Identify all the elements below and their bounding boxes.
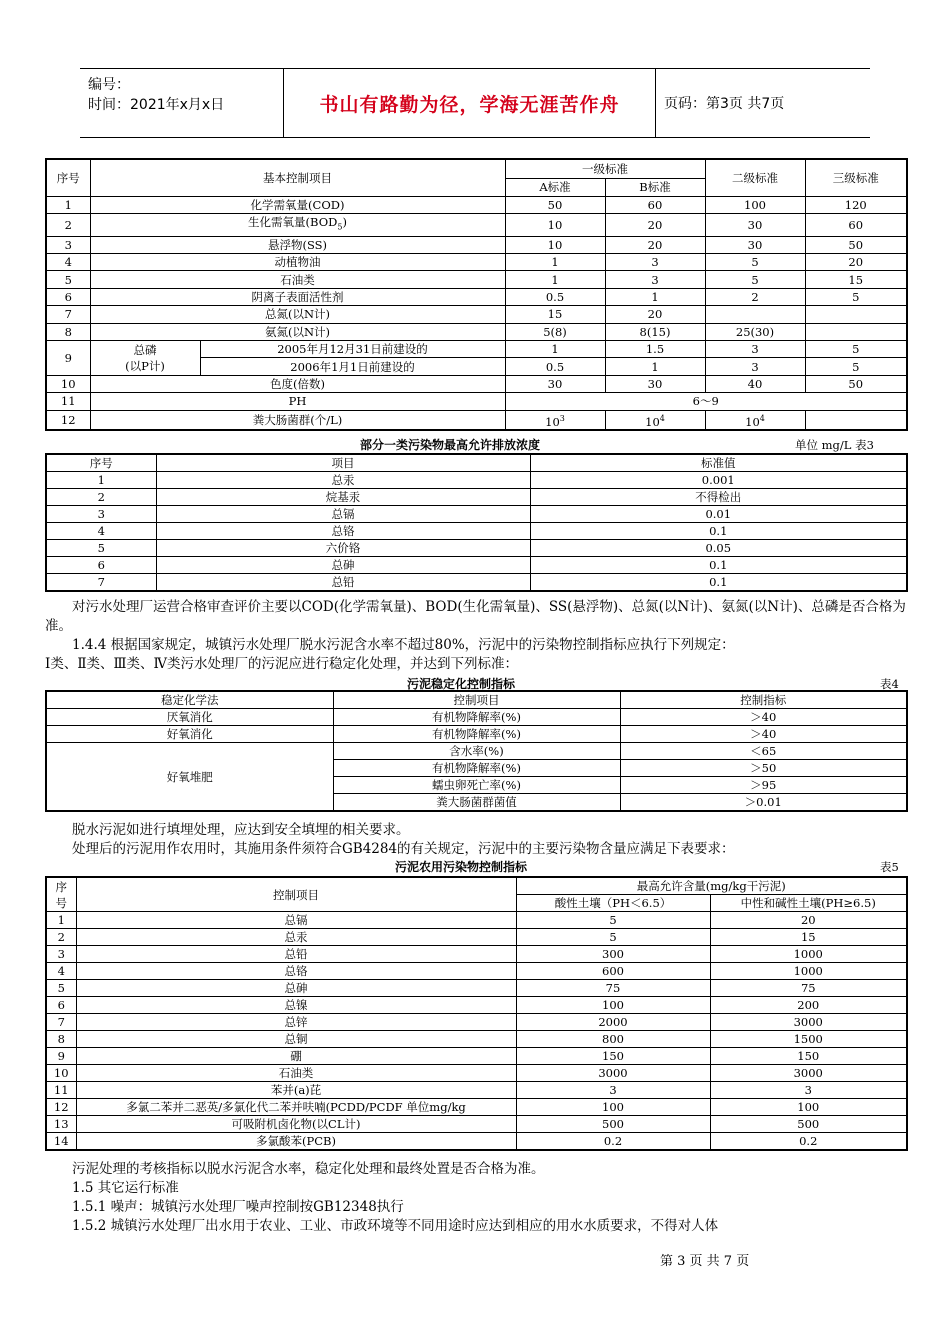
cell: 可吸附机卤化物(以CL计) [76, 1116, 516, 1133]
cell: 粪大肠菌群菌值 [333, 794, 620, 812]
table-row [46, 341, 907, 358]
cell: ＞0.01 [620, 794, 907, 812]
table-row [46, 1116, 907, 1133]
cell: 5(8) [505, 323, 605, 340]
cell: 总镉 [156, 506, 530, 523]
cell: 5 [46, 271, 90, 288]
cell: 0.2 [710, 1133, 907, 1151]
cell: 1 [505, 341, 605, 358]
cell: 3 [46, 946, 76, 963]
cell: 总铅 [76, 946, 516, 963]
col-standard-value: 标准值 [530, 454, 907, 472]
table-row [46, 271, 907, 288]
cell-text: 10 [645, 414, 660, 429]
cell: 20 [605, 214, 705, 236]
cell: 2 [705, 288, 805, 305]
cell: 5 [516, 929, 710, 946]
cell-text: 生化需氧量(BOD [248, 215, 338, 230]
cell: 总铜 [76, 1031, 516, 1048]
cell: 1000 [710, 946, 907, 963]
table-row [46, 410, 907, 430]
table-row [46, 709, 907, 726]
cell: 10 [46, 1065, 76, 1082]
paragraph: 1.5.2 城镇污水处理厂出水用于农业、工业、市政环境等不同用途时应达到相应的用水水质要求，不得对人体 [45, 1218, 719, 1234]
table-row [46, 375, 907, 392]
cell: 3 [516, 1082, 710, 1099]
paragraph: 1.4.4 根据国家规定，城镇污水处理厂脱水污泥含水率不超过80%，污泥中的污染物控制指标应执行下列规定： [45, 637, 735, 653]
cell: 10 [46, 375, 90, 392]
cell: 含水率(%) [333, 743, 620, 760]
cell: 1500 [710, 1031, 907, 1048]
sludge-stabilization-table [45, 690, 908, 812]
col-level1: 一级标准 [505, 159, 705, 178]
cell: 3 [705, 341, 805, 358]
cell-text: (以P计) [125, 358, 165, 373]
cell: 3000 [516, 1065, 710, 1082]
cell: 2 [46, 489, 156, 506]
cell-text: 10 [545, 414, 560, 429]
cell: 15 [710, 929, 907, 946]
paragraph: 污泥处理的考核指标以脱水污泥含水率，稳定化处理和最终处置是否合格为准。 [45, 1161, 545, 1177]
cell: 7 [46, 574, 156, 592]
cell: 1 [46, 472, 156, 489]
cell: 硼 [76, 1048, 516, 1065]
cell: 3 [605, 254, 705, 271]
cell: 5 [805, 288, 907, 305]
cell: 4 [46, 523, 156, 540]
cell [805, 306, 907, 323]
cell: 50 [505, 197, 605, 214]
table5-title: 污泥农用污染物控制指标 [395, 860, 528, 874]
header-page-label: 页码：第3页 共7页 [664, 96, 785, 112]
cell: 8 [46, 1031, 76, 1048]
cell: 总镍 [76, 997, 516, 1014]
cell: 60 [605, 197, 705, 214]
doc-number-label: 编号： [88, 77, 130, 93]
cell: 0.1 [530, 574, 907, 592]
subscript: 5 [337, 222, 343, 232]
paragraph: 1.5 其它运行标准 [45, 1180, 179, 1196]
cell: 12 [46, 1099, 76, 1116]
cell: 14 [46, 1133, 76, 1151]
cell: 苯并(a)芘 [76, 1082, 516, 1099]
sludge-agricultural-table [45, 876, 908, 1151]
col-seq: 序号 [46, 454, 156, 472]
cell: 12 [46, 410, 90, 430]
cell: 总汞 [156, 472, 530, 489]
cell: 60 [805, 214, 907, 236]
cell: 总砷 [76, 980, 516, 997]
table-row [46, 323, 907, 340]
table-row [46, 523, 907, 540]
cell-text: 10 [745, 414, 760, 429]
cell: 烷基汞 [156, 489, 530, 506]
col-control-item: 控制项目 [76, 877, 516, 912]
cell: 1 [605, 288, 705, 305]
table-row [46, 912, 907, 929]
cell: 六价铬 [156, 540, 530, 557]
cell-text: 总磷 [133, 342, 157, 357]
cell: 11 [46, 1082, 76, 1099]
cell: 2005年月12月31日前建设的 [200, 341, 505, 358]
page-header [80, 68, 870, 138]
cell: 30 [705, 236, 805, 253]
cell: 120 [805, 197, 907, 214]
col-seq [46, 877, 76, 912]
cell: 15 [805, 271, 907, 288]
cell: 有机物降解率(%) [333, 760, 620, 777]
cell: 1.5 [605, 341, 705, 358]
table-row [46, 1031, 907, 1048]
cell [705, 410, 805, 430]
cell [90, 214, 505, 236]
table-row [46, 1133, 907, 1151]
superscript: 4 [759, 413, 765, 423]
cell: 100 [516, 997, 710, 1014]
cell: 30 [505, 375, 605, 392]
cell: 10 [505, 236, 605, 253]
col-level3: 三级标准 [805, 159, 907, 197]
paragraph: 处理后的污泥用作农用时，其施用条件须符合GB4284的有关规定，污泥中的主要污染物含量应满足下表要求： [45, 841, 735, 857]
table-row [46, 197, 907, 214]
cell: 500 [710, 1116, 907, 1133]
cell [805, 410, 907, 430]
cell: PH [90, 393, 505, 410]
cell: 好氧消化 [46, 726, 333, 743]
cell: 有机物降解率(%) [333, 709, 620, 726]
cell: 150 [710, 1048, 907, 1065]
cell: 30 [605, 375, 705, 392]
cell: 2 [46, 929, 76, 946]
cell: 有机物降解率(%) [333, 726, 620, 743]
cell: 5 [705, 254, 805, 271]
table3-unit: 单位 mg/L 表3 [795, 438, 874, 452]
cell: ＞50 [620, 760, 907, 777]
cell: 20 [805, 254, 907, 271]
cell: 总锌 [76, 1014, 516, 1031]
table-row [46, 489, 907, 506]
col-item: 项目 [156, 454, 530, 472]
cell: 3 [46, 236, 90, 253]
col-method: 稳定化学法 [46, 691, 333, 709]
cell: 2 [46, 214, 90, 236]
col-control-value: 控制指标 [620, 691, 907, 709]
cell: 氨氮(以N计) [90, 323, 505, 340]
cell: 石油类 [76, 1065, 516, 1082]
table-row [46, 1065, 907, 1082]
cell: ＜65 [620, 743, 907, 760]
paragraph: 1.5.1 噪声：城镇污水处理厂噪声控制按GB12348执行 [45, 1199, 404, 1215]
cell [805, 323, 907, 340]
cell: 悬浮物(SS) [90, 236, 505, 253]
cell: 300 [516, 946, 710, 963]
cell: 0.5 [505, 358, 605, 375]
cell: ＞95 [620, 777, 907, 794]
cell: 厌氧消化 [46, 709, 333, 726]
cell: 11 [46, 393, 90, 410]
table-row [46, 946, 907, 963]
table-row [46, 980, 907, 997]
cell: 5 [516, 912, 710, 929]
cell: 20 [605, 236, 705, 253]
cell: 动植物油 [90, 254, 505, 271]
cell: 150 [516, 1048, 710, 1065]
cell: 总镉 [76, 912, 516, 929]
cell-text: 序 [55, 879, 67, 894]
col-a-standard: A标准 [505, 178, 605, 196]
col-alkaline-soil: 中性和碱性土壤(PH≥6.5) [710, 895, 907, 912]
table-row [46, 1099, 907, 1116]
table-row [46, 963, 907, 980]
cell: 9 [46, 341, 90, 376]
cell: 总砷 [156, 557, 530, 574]
col-control-item: 基本控制项目 [90, 159, 505, 197]
cell: 5 [705, 271, 805, 288]
header-meta [80, 69, 283, 137]
cell: 6～9 [505, 393, 907, 410]
cell: 100 [516, 1099, 710, 1116]
cell: 8(15) [605, 323, 705, 340]
page-footer: 第 3 页 共 7 页 [660, 1254, 750, 1269]
cell: 1000 [710, 963, 907, 980]
cell: 5 [46, 980, 76, 997]
cell: ＞40 [620, 709, 907, 726]
cell: 75 [516, 980, 710, 997]
cell: 20 [710, 912, 907, 929]
class1-pollutant-table [45, 453, 908, 592]
cell: 3000 [710, 1014, 907, 1031]
cell: 6 [46, 997, 76, 1014]
cell: 蠕虫卵死亡率(%) [333, 777, 620, 794]
table5-tag: 表5 [880, 860, 899, 874]
cell: 0.1 [530, 557, 907, 574]
cell: 1 [505, 271, 605, 288]
cell [605, 410, 705, 430]
cell: 好氧堆肥 [46, 743, 333, 812]
cell: 总铬 [76, 963, 516, 980]
cell: 总铅 [156, 574, 530, 592]
cell: 100 [705, 197, 805, 214]
cell: 7 [46, 1014, 76, 1031]
cell: 5 [46, 540, 156, 557]
table-row [46, 557, 907, 574]
table-row [46, 288, 907, 305]
table-row [46, 1048, 907, 1065]
cell [90, 341, 200, 376]
cell: 0.01 [530, 506, 907, 523]
paragraph: 对污水处理厂运营合格审查评价主要以COD(化学需氧量)、BOD(生化需氧量)、SS(悬浮物)、总氮(以N计)、氨氮(以N计)、总磷是否合格为准。 [45, 599, 906, 634]
cell: 4 [46, 963, 76, 980]
cell: 4 [46, 254, 90, 271]
cell: 15 [505, 306, 605, 323]
cell: 2006年1月1日前建设的 [200, 358, 505, 375]
cell: 20 [605, 306, 705, 323]
cell: 0.2 [516, 1133, 710, 1151]
cell: 3 [710, 1082, 907, 1099]
superscript: 3 [559, 413, 565, 423]
cell: 1 [505, 254, 605, 271]
table-row [46, 929, 907, 946]
cell: ＞40 [620, 726, 907, 743]
table4-title: 污泥稳定化控制指标 [407, 677, 516, 691]
table-row [46, 1082, 907, 1099]
cell: 40 [705, 375, 805, 392]
cell: 3 [705, 358, 805, 375]
cell: 多氯酸苯(PCB) [76, 1133, 516, 1151]
cell: 多氯二苯并二恶英/多氯化代二苯并呋喃(PCDD/PCDF 单位mg/kg [76, 1099, 516, 1116]
table-row [46, 306, 907, 323]
cell: 500 [516, 1116, 710, 1133]
cell: 石油类 [90, 271, 505, 288]
paragraph: 脱水污泥如进行填埋处理，应达到安全填埋的相关要求。 [45, 822, 410, 838]
cell: 800 [516, 1031, 710, 1048]
paragraph: Ⅰ类、Ⅱ类、Ⅲ类、Ⅳ类污水处理厂的污泥应进行稳定化处理，并达到下列标准： [45, 656, 519, 672]
cell: 30 [705, 214, 805, 236]
table3-title: 部分一类污染物最高允许排放浓度 [360, 438, 541, 452]
cell: 1 [46, 197, 90, 214]
cell: 6 [46, 557, 156, 574]
cell: 0.001 [530, 472, 907, 489]
col-control-item: 控制项目 [333, 691, 620, 709]
cell [705, 306, 805, 323]
table-row [46, 540, 907, 557]
header-motto: 书山有路勤为径，学海无涯苦作舟 [283, 69, 656, 137]
col-acid-soil: 酸性土壤（PH＜6.5） [516, 895, 710, 912]
table-row [46, 254, 907, 271]
effluent-standards-table [45, 158, 908, 431]
cell-text: ) [342, 215, 347, 230]
cell: 7 [46, 306, 90, 323]
table-row [46, 726, 907, 743]
table4-tag: 表4 [880, 677, 899, 691]
table-row [46, 1014, 907, 1031]
superscript: 4 [659, 413, 665, 423]
table-row [46, 574, 907, 592]
cell: 5 [805, 341, 907, 358]
cell: 5 [805, 358, 907, 375]
col-level2: 二级标准 [705, 159, 805, 197]
cell: 75 [710, 980, 907, 997]
cell: 100 [710, 1099, 907, 1116]
cell: 3 [605, 271, 705, 288]
cell: 色度(倍数) [90, 375, 505, 392]
cell: 总氮(以N计) [90, 306, 505, 323]
cell: 化学需氧量(COD) [90, 197, 505, 214]
cell: 阴离子表面活性剂 [90, 288, 505, 305]
cell: 0.1 [530, 523, 907, 540]
cell [505, 410, 605, 430]
cell: 0.5 [505, 288, 605, 305]
cell: 2000 [516, 1014, 710, 1031]
cell: 3000 [710, 1065, 907, 1082]
cell: 不得检出 [530, 489, 907, 506]
table-row [46, 997, 907, 1014]
table-row [46, 743, 907, 760]
cell-text: 号 [55, 895, 67, 910]
col-b-standard: B标准 [605, 178, 705, 196]
cell: 13 [46, 1116, 76, 1133]
table-row [46, 506, 907, 523]
cell: 8 [46, 323, 90, 340]
cell: 1 [46, 912, 76, 929]
cell: 9 [46, 1048, 76, 1065]
col-seq: 序号 [46, 159, 90, 197]
cell: 200 [710, 997, 907, 1014]
cell: 总铬 [156, 523, 530, 540]
table-row [46, 236, 907, 253]
table-row [46, 472, 907, 489]
cell: 10 [505, 214, 605, 236]
table-row [46, 214, 907, 236]
cell: 6 [46, 288, 90, 305]
cell: 粪大肠菌群(个/L) [90, 410, 505, 430]
cell: 50 [805, 375, 907, 392]
cell: 1 [605, 358, 705, 375]
table-row [46, 393, 907, 410]
cell: 25(30) [705, 323, 805, 340]
cell: 50 [805, 236, 907, 253]
cell: 3 [46, 506, 156, 523]
doc-time-label: 时间：2021年x月x日 [88, 97, 225, 113]
cell: 总汞 [76, 929, 516, 946]
col-max-content: 最高允许含量(mg/kg干污泥) [516, 877, 907, 895]
cell: 600 [516, 963, 710, 980]
cell: 0.05 [530, 540, 907, 557]
